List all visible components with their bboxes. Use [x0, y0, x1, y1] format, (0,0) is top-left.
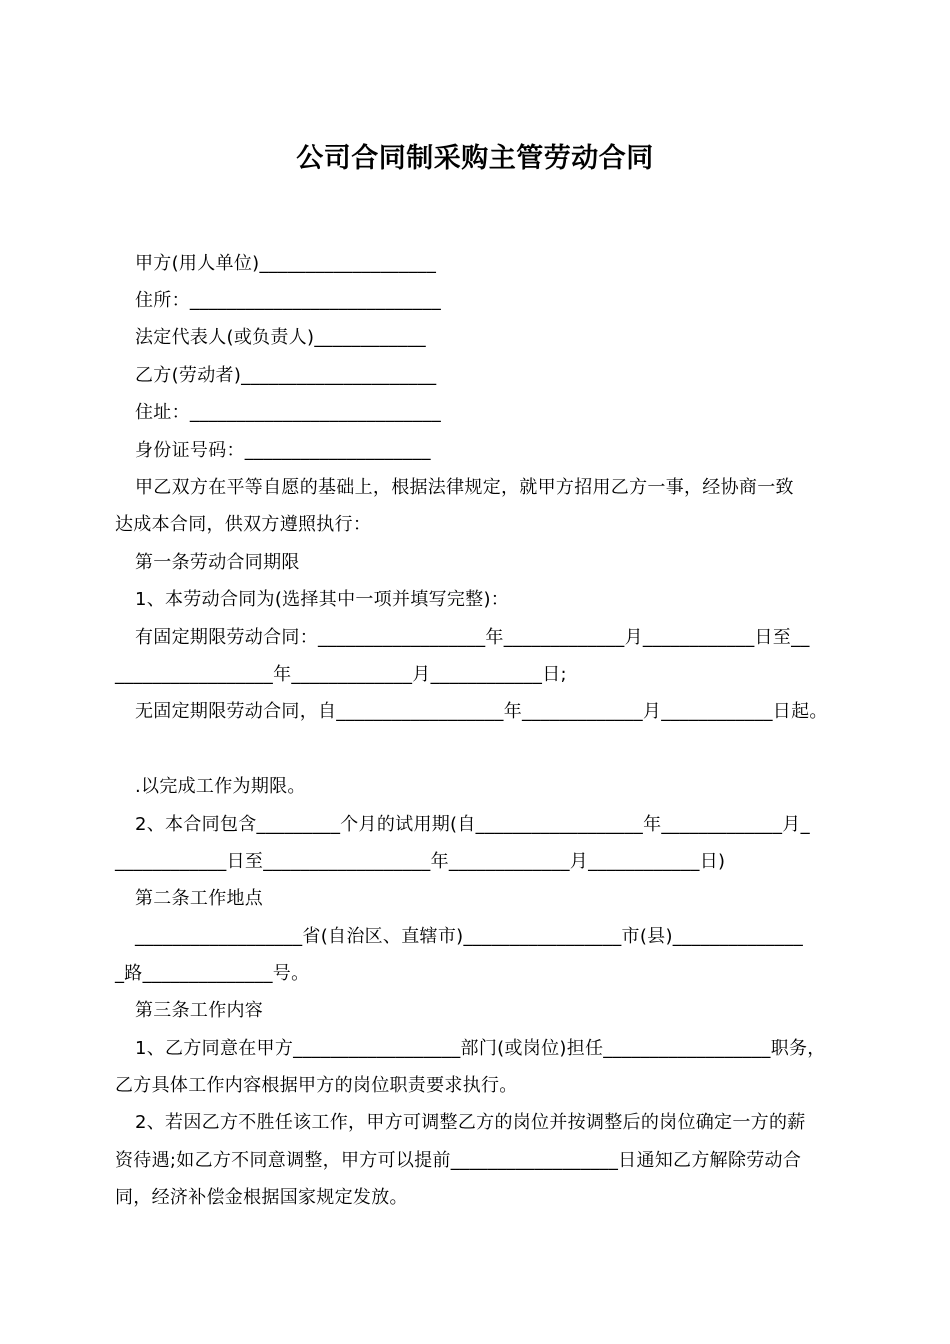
- clause-1-1: 1、本劳动合同为(选择其中一项并填写完整)：: [135, 589, 510, 610]
- party-b-address-line: 住址：___________________________: [135, 402, 441, 423]
- clause-3-2-line-2: 资待遇;如乙方不同意调整，甲方可以提前__________________日通知乙方解除劳动合: [115, 1150, 802, 1171]
- id-number-line: 身份证号码：____________________: [135, 440, 431, 461]
- article-2-heading: 第二条工作地点: [135, 888, 264, 909]
- party-a-line: 甲方(用人单位)___________________: [135, 253, 437, 274]
- clause-3-2-line-1: 2、若因乙方不胜任该工作，甲方可调整乙方的岗位并按调整后的岗位确定一方的薪: [135, 1112, 806, 1133]
- document-title: 公司合同制采购主管劳动合同: [296, 143, 654, 174]
- probation-line-1: 2、本合同包含_________个月的试用期(自__________________年_____________月_: [135, 814, 810, 835]
- article-3-heading: 第三条工作内容: [135, 1000, 264, 1021]
- work-location-line-2: _路______________号。: [115, 963, 310, 984]
- party-a-address-line: 住所：___________________________: [135, 290, 441, 311]
- article-1-heading: 第一条劳动合同期限: [135, 552, 300, 573]
- probation-line-2: ____________日至__________________年_____________月____________日): [115, 851, 726, 872]
- work-location-line-1: __________________省(自治区、直辖市)_________________市(县)______________: [135, 926, 803, 947]
- clause-3-2-line-3: 同，经济补偿金根据国家规定发放。: [115, 1187, 408, 1208]
- open-term-line: 无固定期限劳动合同，自__________________年_____________月____________日起。: [135, 701, 828, 722]
- clause-3-1-line-2: 乙方具体工作内容根据甲方的岗位职责要求执行。: [115, 1075, 518, 1096]
- fixed-term-line-2: _________________年_____________月____________日;: [115, 664, 567, 685]
- legal-representative-line: 法定代表人(或负责人)____________: [135, 327, 426, 348]
- task-term-line: .以完成工作为期限。: [135, 776, 306, 797]
- intro-paragraph-line-2: 达成本合同，供双方遵照执行：: [115, 514, 372, 535]
- fixed-term-line-1: 有固定期限劳动合同：__________________年_____________月____________日至__: [135, 627, 810, 648]
- party-b-line: 乙方(劳动者)_____________________: [135, 365, 437, 386]
- clause-3-1-line-1: 1、乙方同意在甲方__________________部门(或岗位)担任__________________职务，: [135, 1038, 826, 1059]
- intro-paragraph-line-1: 甲乙双方在平等自愿的基础上，根据法律规定，就甲方招用乙方一事，经协商一致: [135, 477, 794, 498]
